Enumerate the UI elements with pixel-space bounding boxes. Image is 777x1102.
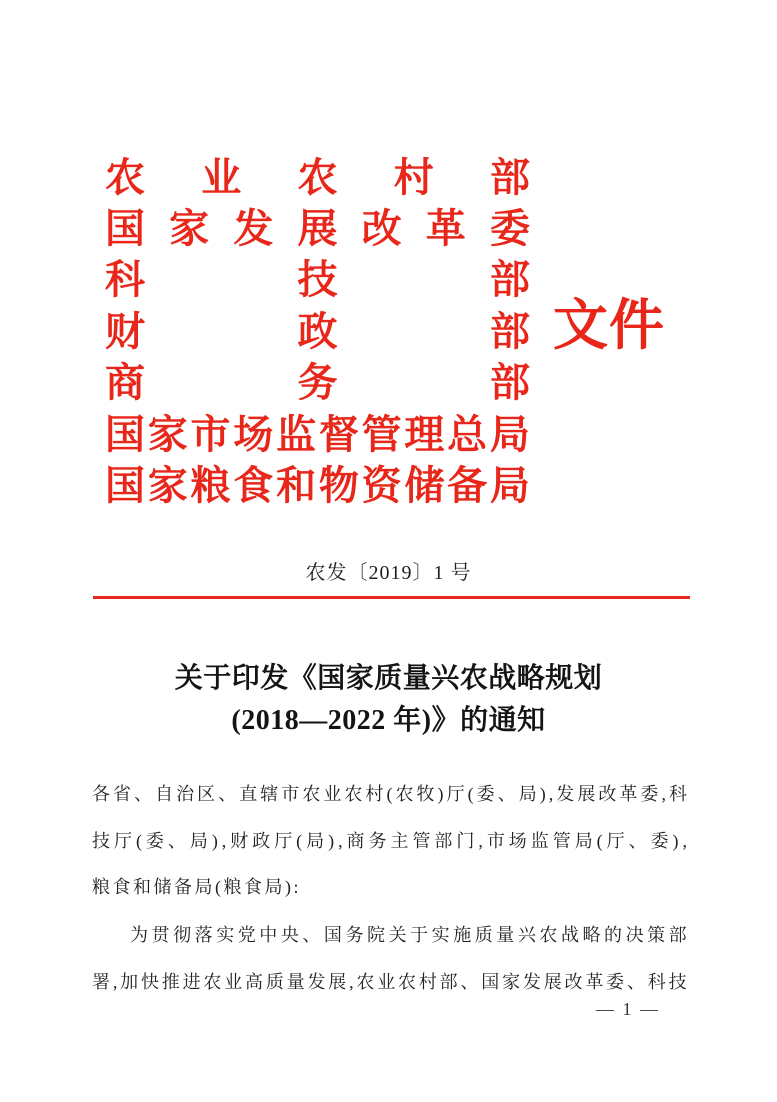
paragraph-line: 署 , 加 快 推 进 农 业 高 质 量 发 展 , 农 业 农 村 部 、 国 家 发 展 改 革 委 、 科 技 xyxy=(92,971,687,992)
agency-name: 农 业 农 村 部 xyxy=(105,154,530,200)
recipients-line: 技 厅 ( 委 、 局 ) , 财 政 厅 ( 局 ) , 商 务 主 管 部 门 , 市 场 监 管 局 ( 厅 、 委 ) , xyxy=(92,830,687,851)
recipients-line: 粮食和储备局(粮食局): xyxy=(92,877,301,897)
agency-name: 商 务 部 xyxy=(105,360,530,406)
agency-name: 国 家 发 展 改 革 委 xyxy=(105,206,530,252)
agency-name: 国 家 市 场 监 督 管 理 总 局 xyxy=(105,411,530,457)
agency-name: 国 家 粮 食 和 物 资 储 备 局 xyxy=(105,463,530,509)
recipients-line: 各 省 、 自 治 区 、 直 辖 市 农 业 农 村 ( 农 牧 ) 厅 ( 委 、 局 ) , 发 展 改 革 委 , 科 xyxy=(92,783,687,804)
page-number: — 1 — xyxy=(596,999,660,1019)
red-separator-line xyxy=(93,596,690,599)
document-title xyxy=(0,658,777,742)
document-type-label: 文件 xyxy=(553,295,666,356)
document-title-line2: (2018—2022 年)》的通知 xyxy=(231,705,546,736)
agency-header-block xyxy=(105,152,530,512)
agency-name: 科 技 部 xyxy=(105,257,530,303)
document-number: 农发〔2019〕1 号 xyxy=(305,562,472,584)
document-body xyxy=(92,770,687,1005)
document-title-line1: 关于印发《国家质量兴农战略规划 xyxy=(174,663,603,694)
paragraph-line: 为 贯 彻 落 实 党 中 央 、 国 务 院 关 于 实 施 质 量 兴 农 战 略 的 决 策 部 xyxy=(130,924,687,945)
agency-name: 财 政 部 xyxy=(105,308,530,354)
